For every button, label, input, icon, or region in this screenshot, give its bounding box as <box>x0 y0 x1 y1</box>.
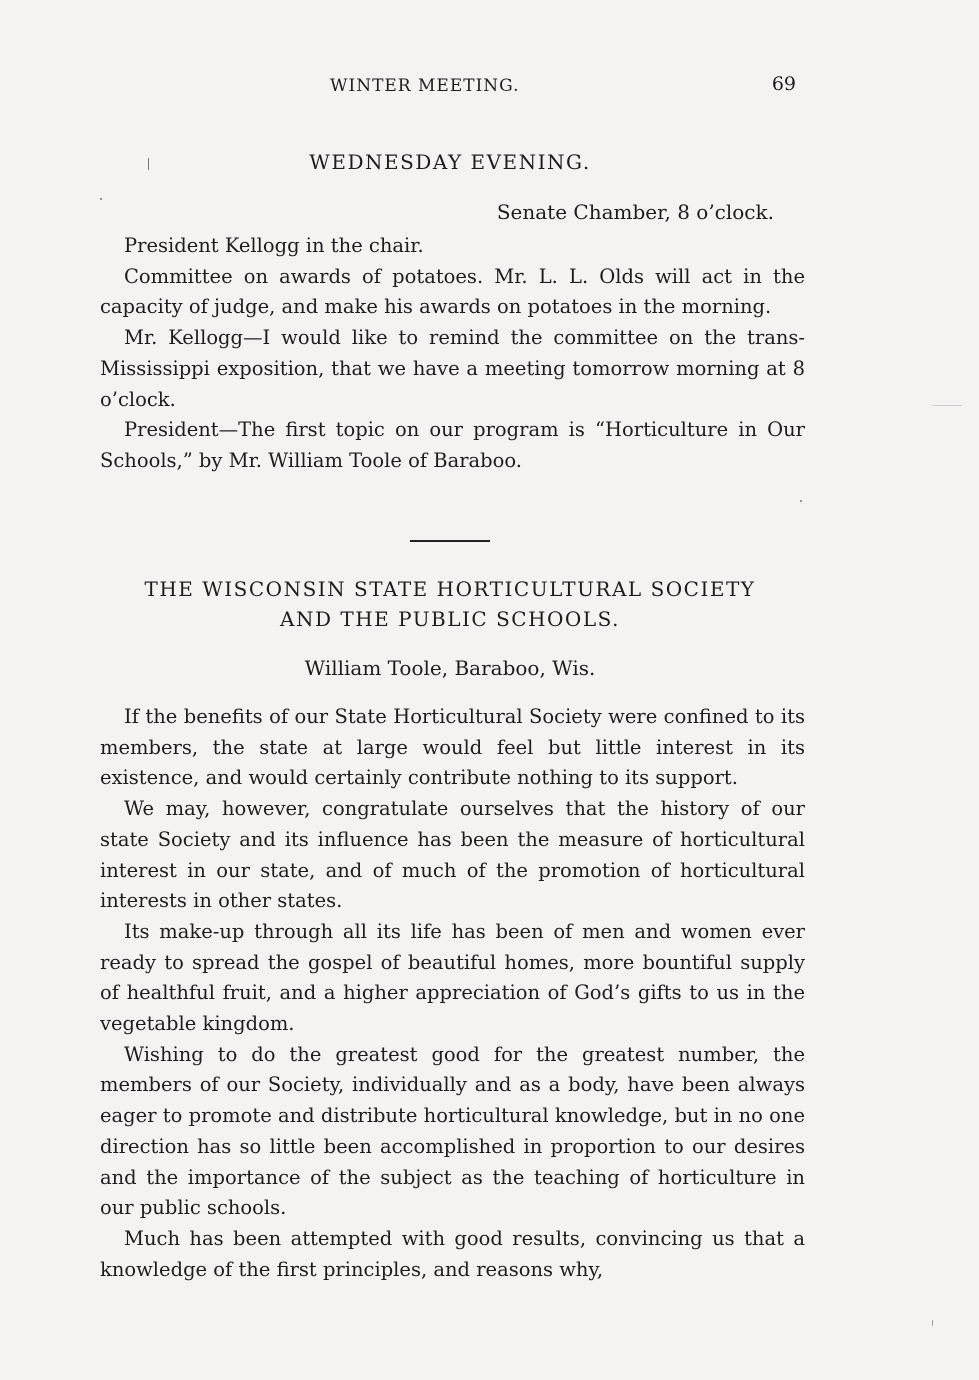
article-body <box>100 702 805 1285</box>
section-heading: WEDNESDAY EVENING. <box>309 150 591 174</box>
scan-speck <box>100 198 102 200</box>
proceedings-paragraph: President Kellogg in the chair. <box>124 234 424 257</box>
section-divider <box>410 540 490 542</box>
scan-speck <box>800 500 802 502</box>
scan-speck <box>148 158 149 170</box>
article-title <box>90 574 810 634</box>
proceedings-paragraph: Committee on awards of potatoes. Mr. L. L. Olds will act in the capacity of judge, and make his awards on potatoes in the morning. <box>100 264 805 319</box>
scan-speck <box>932 1320 933 1326</box>
page-number: 69 <box>771 73 796 95</box>
scan-speck <box>932 405 962 406</box>
article-title-line: THE WISCONSIN STATE HORTICULTURAL SOCIETY <box>144 577 756 601</box>
article-paragraph: Its make-up through all its life has been of men and women ever ready to spread the gospel of beautiful homes, more bountiful supply of healthful fruit, and a higher appreciation of God’s gifts to us in the vegetable kingdom. <box>100 919 805 1036</box>
proceedings-text <box>100 231 805 477</box>
article-paragraph: Wishing to do the greatest good for the greatest number, the members of our Society, individually and as a body, have been always eager to promote and distribute horticultural knowledge, but in no one direction has so little been accomplished in proportion to our desires and the importance of the subject as the teaching of horticulture in our public schools. <box>100 1042 805 1220</box>
article-paragraph: If the benefits of our State Horticultural Society were confined to its members, the state at large would feel but little interest in its existence, and would certainly contribute nothing to its support. <box>100 705 805 790</box>
article-paragraph: We may, however, congratulate ourselves that the history of our state Society and its influence has been the measure of horticultural interest in our state, and of much of the promotion of horticultural interests in other states. <box>100 797 805 913</box>
meeting-location: Senate Chamber, 8 o’clock. <box>496 200 774 224</box>
article-title-line: AND THE PUBLIC SCHOOLS. <box>280 607 620 631</box>
proceedings-paragraph: President—The first topic on our program is “Horticulture in Our Schools,” by Mr. William Toole of Baraboo. <box>100 418 805 472</box>
proceedings-paragraph: Mr. Kellogg—I would like to remind the committee on the trans-Mississippi exposition, that we have a meeting tomorrow morning at 8 o’clock. <box>100 326 805 411</box>
running-head <box>100 73 800 102</box>
article-byline: William Toole, Baraboo, Wis. <box>304 656 596 680</box>
article-paragraph: Much has been attempted with good results, convincing us that a knowledge of the first principles, and reasons why, <box>100 1226 805 1281</box>
running-title: WINTER MEETING. <box>330 76 520 96</box>
